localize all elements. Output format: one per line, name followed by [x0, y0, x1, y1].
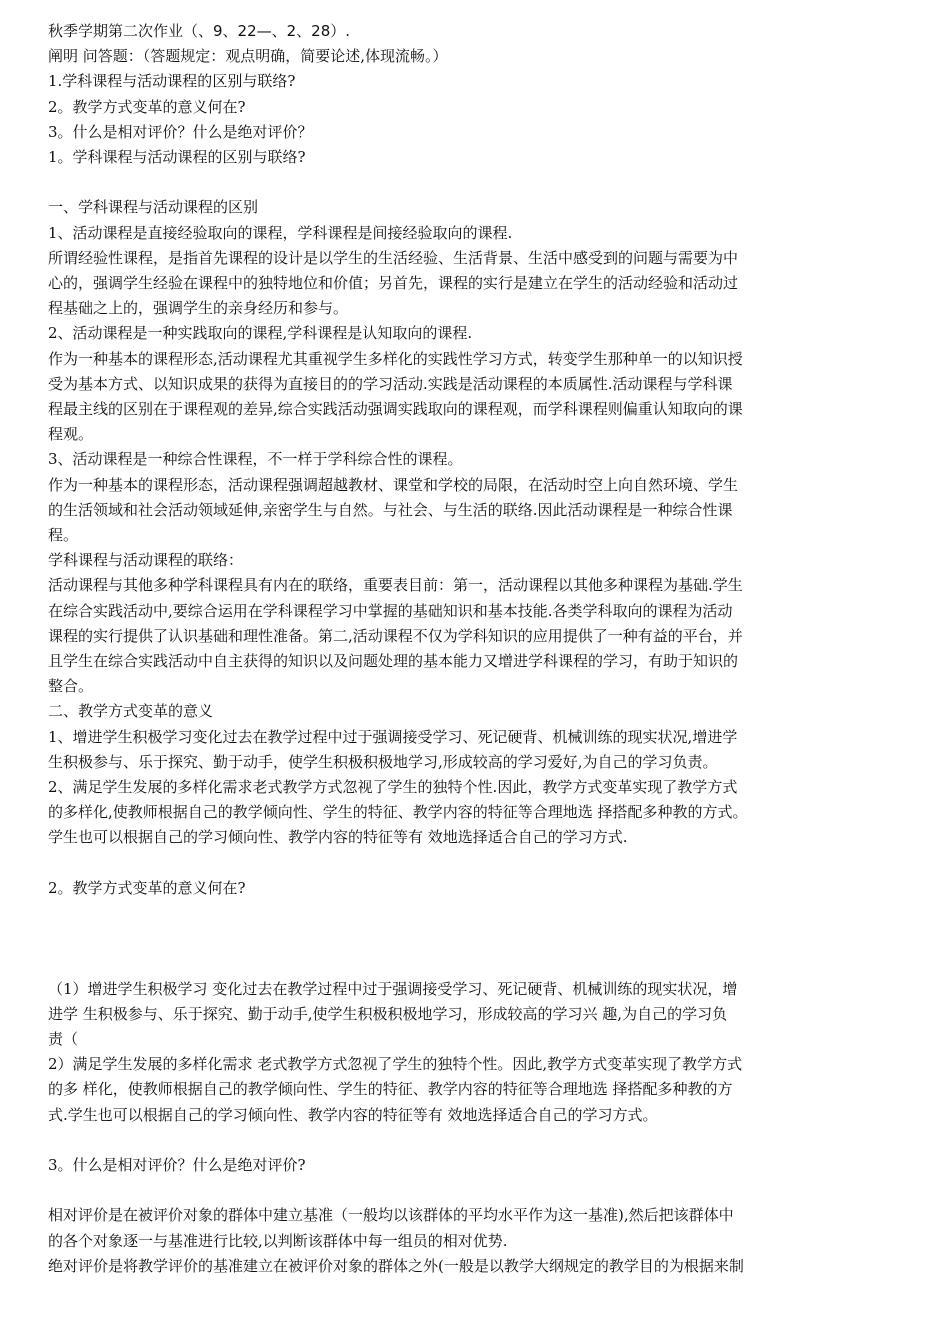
text-line: 3、活动课程是一种综合性课程，不一样于学科综合性的课程。: [48, 450, 463, 469]
text-line: 整合。: [48, 677, 94, 696]
text-line: 3。什么是相对评价？什么是绝对评价？: [48, 122, 313, 141]
text-line: 1、增进学生积极学习变化过去在教学过程中过于强调接受学习、死记硬背、机械训练的现实状况,增进学: [48, 727, 738, 746]
text-line: 生积极参与、乐于探究、勤于动手，使学生积极积极地学习,形成较高的学习爱好,为自己的学习负责。: [48, 752, 718, 771]
text-line: 相对评价是在被评价对象的群体中建立基准（一般均以该群体的平均水平作为这一基准),然后把该群体中: [48, 1206, 734, 1225]
text-line: 二、教学方式变革的意义: [48, 702, 214, 721]
text-line: 程。: [48, 526, 79, 544]
text-line: 的多样化,使教师根据自己的教学倾向性、学生的特征、教学内容的特征等合理地选 择搭配多种教的方式。: [48, 803, 748, 822]
text-line: 的各个对象逐一与基准进行比较,以判断该群体中每一组员的相对优势.: [48, 1231, 508, 1250]
text-line: [48, 169, 908, 195]
text-line: [48, 900, 908, 926]
text-line: 3。什么是相对评价？什么是绝对评价?: [48, 1156, 306, 1174]
text-line: 2、活动课程是一种实践取向的课程,学科课程是认知取向的课程.: [48, 324, 473, 343]
text-line: 的生活领域和社会活动领域延伸,亲密学生与自然。与社会、与生活的联络.因此活动课程是一种综合性课: [48, 500, 733, 519]
text-line: 1.学科课程与活动课程的区别与联络?: [48, 72, 296, 91]
text-line: 式.学生也可以根据自己的学习倾向性、教学内容的特征等有 效地选择适合自己的学习方式。: [48, 1105, 658, 1124]
text-line: [48, 950, 908, 976]
text-line: 程最主线的区别在于课程观的差异,综合实践活动强调实践取向的课程观，而学科课程则偏重认知取向的课: [48, 400, 743, 418]
text-line: 活动课程与其他多种学科课程具有内在的联络，重要表目前：第一，活动课程以其他多种课程为基础.学生: [48, 576, 743, 595]
text-line: 1。学科课程与活动课程的区别与联络?: [48, 148, 306, 166]
text-line: 在综合实践活动中,要综合运用在学科课程学习中掌握的基础知识和基本技能.各类学科取向的课程为活动: [48, 601, 733, 620]
text-line: 学科课程与活动课程的联络：: [48, 551, 244, 570]
document-title: 秋季学期第二次作业（、9、22—、2、28）.: [48, 22, 351, 40]
text-line: 作为一种基本的课程形态，活动课程强调超越教材、课堂和学校的局限，在活动时空上向自然环境、学生: [48, 475, 739, 494]
text-line: 阐明 问答题：（答题规定：观点明确，简要论述,体现流畅。）: [48, 47, 448, 66]
text-line: 程观。: [48, 425, 94, 444]
text-line: 2。教学方式变革的意义何在?: [48, 97, 246, 116]
text-line: 课程的实行提供了认识基础和理性准备。第二,活动课程不仅为学科知识的应用提供了一种有益的平台，并: [48, 626, 743, 645]
text-line: 学生也可以根据自己的学习倾向性、教学内容的特征等有 效地选择适合自己的学习方式.: [48, 828, 628, 847]
text-line: 程基础之上的，强调学生的亲身经历和参与。: [48, 299, 349, 318]
text-line: [48, 1127, 908, 1153]
text-line: 2）满足学生发展的多样化需求 老式教学方式忽视了学生的独特个性。因此,教学方式变革实现了教学方式: [48, 1055, 743, 1074]
text-line: 进学 生积极参与、乐于探究、勤于动手,使学生积极积极地学习，形成较高的学习兴 趣,为自己的学习负: [48, 1004, 728, 1023]
text-line: （1）增进学生积极学习 变化过去在教学过程中过于强调接受学习、死记硬背、机械训练的现实状况，增: [48, 979, 738, 998]
text-line: 一、学科课程与活动课程的区别: [48, 198, 259, 217]
text-line: 受为基本方式、以知识成果的获得为直接目的的学习活动.实践是活动课程的本质属性.活动课程与学科课: [48, 374, 733, 393]
text-line: 所谓经验性课程，是指首先课程的设计是以学生的生活经验、生活背景、生活中感受到的问题与需要为中: [48, 248, 739, 267]
text-line: 2。教学方式变革的意义何在?: [48, 878, 246, 897]
text-line: 绝对评价是将教学评价的基准建立在被评价对象的群体之外(一般是以教学大纲规定的教学目的为根据来制: [48, 1256, 744, 1275]
text-line: 作为一种基本的课程形态,活动课程尤其重视学生多样化的实践性学习方式，转变学生那种单一的以知识授: [48, 349, 743, 368]
text-line: 心的，强调学生经验在课程中的独特地位和价值；另首先，课程的实行是建立在学生的活动经验和活动过: [48, 274, 739, 292]
text-line: 的多 样化，使教师根据自己的教学倾向性、学生的特征、教学内容的特征等合理地选 择搭配多种教的方: [48, 1080, 733, 1099]
text-line: [48, 925, 908, 951]
text-line: 责（: [48, 1030, 79, 1048]
text-line: 1、活动课程是直接经验取向的课程，学科课程是间接经验取向的课程.: [48, 223, 513, 242]
text-line: [48, 850, 908, 876]
text-line: 且学生在综合实践活动中自主获得的知识以及问题处理的基本能力又增进学科课程的学习，有助于知识的: [48, 652, 739, 670]
text-line: [48, 1177, 908, 1203]
text-line: 2、满足学生发展的多样化需求老式教学方式忽视了学生的独特个性.因此，教学方式变革实现了教学方式: [48, 778, 738, 796]
